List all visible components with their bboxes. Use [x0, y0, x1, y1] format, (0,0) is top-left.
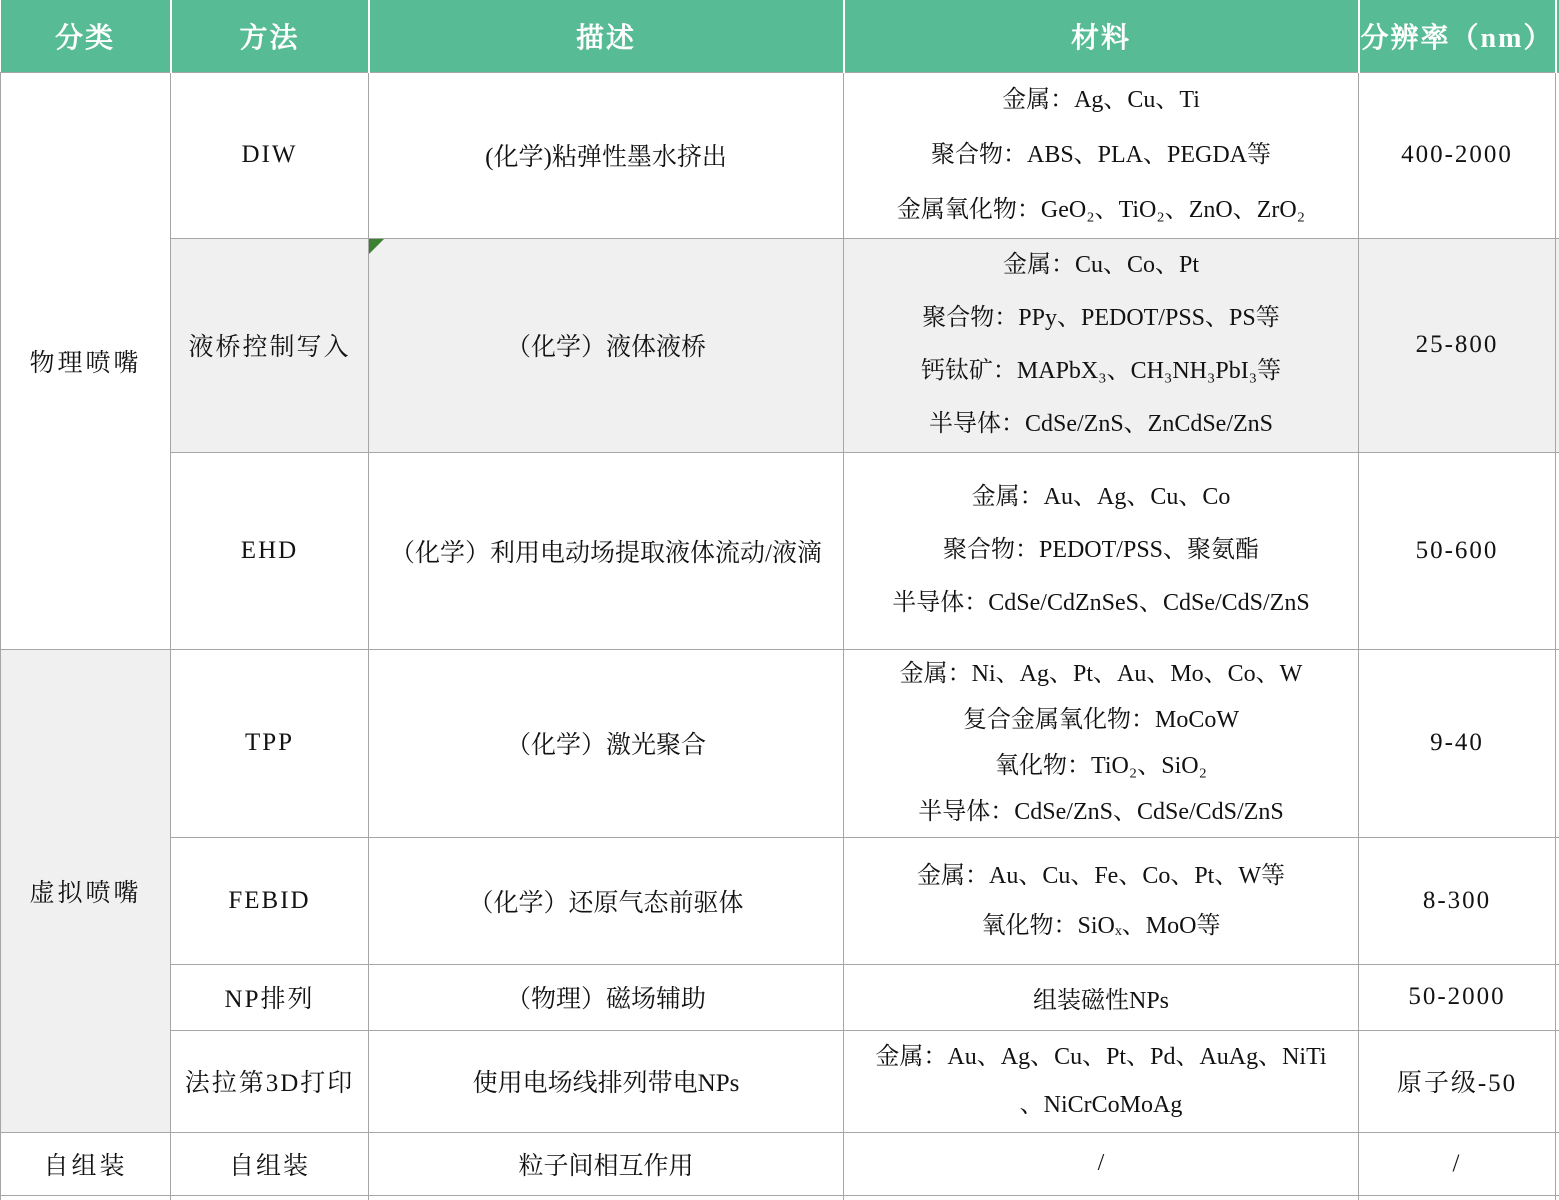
category-cell-self-assembly: 自组装: [1, 1132, 171, 1195]
clipped-cell: [369, 1195, 844, 1200]
description-cell: 使用电场线排列带电NPs: [369, 1030, 844, 1132]
material-line: 聚合物：ABS、PLA、PEGDA等: [930, 141, 1272, 168]
material-line: 半导体：CdSe/ZnS、ZnCdSe/ZnS: [928, 411, 1274, 437]
material-line: 半导体：CdSe/CdZnSeS、CdSe/CdS/ZnS: [892, 590, 1310, 616]
materials-cell: [844, 238, 1359, 452]
column-header-category: 分类: [1, 0, 171, 72]
clipped-cell: [1359, 1195, 1556, 1200]
materials-cell: [844, 964, 1359, 1030]
header-row: [1, 0, 1559, 72]
column-header-materials: 材料: [844, 0, 1359, 72]
method-cell: FEBID: [171, 837, 369, 964]
table-row: [1, 964, 1559, 1030]
clipped-column-cell: [1556, 837, 1559, 964]
resolution-cell: 8-300: [1359, 837, 1556, 964]
resolution-cell: 25-800: [1359, 238, 1556, 452]
resolution-cell: 原子级-50: [1359, 1030, 1556, 1132]
table-row: [1, 649, 1559, 837]
material-line: 金属：Au、Ag、Cu、Pt、Pd、AuAg、NiTi: [875, 1044, 1327, 1070]
resolution-cell: /: [1359, 1132, 1556, 1195]
column-header-method: 方法: [171, 0, 369, 72]
material-line: /: [1097, 1150, 1105, 1176]
clipped-cell: [844, 1195, 1359, 1200]
resolution-cell: 9-40: [1359, 649, 1556, 837]
materials-cell: [844, 1030, 1359, 1132]
material-line: 金属：Au、Ag、Cu、Co: [971, 484, 1231, 510]
resolution-cell: 400-2000: [1359, 72, 1556, 238]
table-row: [1, 837, 1559, 964]
material-line: 钙钛矿：MAPbX₃、CH₃NH₃PbI₃等: [920, 358, 1282, 384]
materials-cell: [844, 452, 1359, 649]
material-line: 组装磁性NPs: [1032, 987, 1170, 1014]
category-cell-virtual-nozzle: 虚拟喷嘴: [1, 649, 171, 1132]
material-line: 聚合物：PPy、PEDOT/PSS、PS等: [922, 305, 1280, 331]
column-header-clipped: [1556, 0, 1559, 72]
description-cell: (化学)粘弹性墨水挤出: [369, 72, 844, 238]
material-line: 氧化物：SiOₓ、MoO等: [981, 912, 1221, 939]
materials-cell: [844, 837, 1359, 964]
method-cell: NP排列: [171, 964, 369, 1030]
clipped-partial-row: [1, 1195, 1559, 1200]
column-header-description: 描述: [369, 0, 844, 72]
clipped-column-cell: [1556, 649, 1559, 837]
method-cell: 液桥控制写入: [171, 238, 369, 452]
clipped-column-cell: [1556, 1132, 1559, 1195]
method-cell: 自组装: [171, 1132, 369, 1195]
materials-cell: [844, 649, 1359, 837]
description-cell: （物理）磁场辅助: [369, 964, 844, 1030]
material-line: 金属：Cu、Co、Pt: [1002, 252, 1200, 278]
clipped-cell: [1556, 1195, 1559, 1200]
clipped-cell: [1, 1195, 171, 1200]
description-cell: （化学）还原气态前驱体: [369, 837, 844, 964]
description-cell: （化学）激光聚合: [369, 649, 844, 837]
category-cell-physical-nozzle: 物理喷嘴: [1, 72, 171, 649]
material-line: 聚合物：PEDOT/PSS、聚氨酯: [942, 537, 1260, 563]
table-row: [1, 1030, 1559, 1132]
comment-triangle-icon: [369, 239, 384, 254]
material-line: 金属：Au、Cu、Fe、Co、Pt、W等: [916, 862, 1285, 889]
description-cell: （化学）利用电动场提取液体流动/液滴: [369, 452, 844, 649]
column-header-resolution: 分辨率（nm）: [1359, 0, 1556, 72]
materials-cell: [844, 1132, 1359, 1195]
material-line: 半导体：CdSe/ZnS、CdSe/CdS/ZnS: [918, 799, 1284, 825]
clipped-column-cell: [1556, 72, 1559, 238]
resolution-cell: 50-2000: [1359, 964, 1556, 1030]
description-text: （化学）液体液桥: [505, 334, 706, 361]
table-row: [1, 238, 1559, 452]
clipped-column-cell: [1556, 452, 1559, 649]
method-cell: EHD: [171, 452, 369, 649]
method-cell: TPP: [171, 649, 369, 837]
materials-cell: [844, 72, 1359, 238]
material-line: 金属：Ni、Ag、Pt、Au、Mo、Co、W: [899, 661, 1303, 687]
clipped-column-cell: [1556, 964, 1559, 1030]
material-line: 复合金属氧化物：MoCoW: [963, 707, 1239, 733]
material-line: 金属氧化物：GeO₂、TiO₂、ZnO、ZrO₂: [896, 196, 1306, 223]
material-line: 氧化物：TiO₂、SiO₂: [995, 753, 1207, 779]
resolution-cell: 50-600: [1359, 452, 1556, 649]
clipped-column-cell: [1556, 1030, 1559, 1132]
clipped-cell: [171, 1195, 369, 1200]
material-line: 、NiCrCoMoAg: [1019, 1092, 1183, 1118]
description-cell: [369, 238, 844, 452]
description-cell: 粒子间相互作用: [369, 1132, 844, 1195]
method-cell: DIW: [171, 72, 369, 238]
table-row: [1, 1132, 1559, 1195]
table-row: [1, 72, 1559, 238]
method-cell: 法拉第3D打印: [171, 1030, 369, 1132]
clipped-column-cell: [1556, 238, 1559, 452]
table-row: [1, 452, 1559, 649]
material-line: 金属：Ag、Cu、Ti: [1002, 86, 1200, 113]
